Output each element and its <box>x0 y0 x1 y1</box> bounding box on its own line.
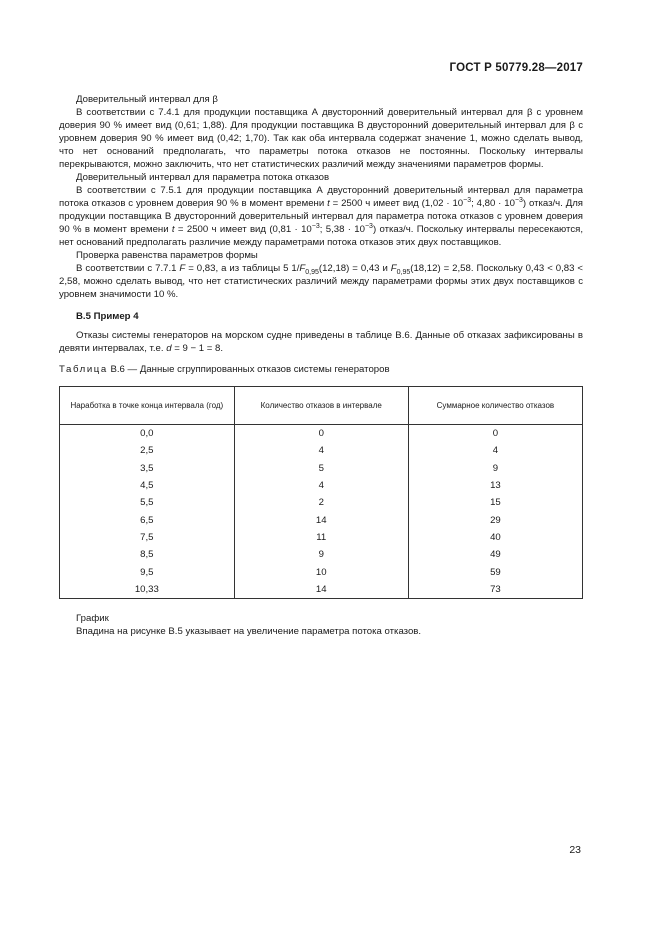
paragraph-shape-test: В соответствии с 7.7.1 F = 0,83, а из таблицы 5 $1/F_{0,95}(12,18) = 0,43$ и $F_{0,95}(18,12) = 2,58$. Поскольку 0,43 < 0,83 < 2,58, можно сделать вывод, что нет статистических различий между параметрами формы этих двух поставщиков с уровнем значимости 10 %. <box>59 263 584 300</box>
subheading-graph: График <box>76 612 109 624</box>
table-cell: 9 <box>408 460 582 477</box>
table-cell: 13 <box>408 477 582 494</box>
table-row <box>60 460 583 477</box>
table-cell: 0,0 <box>60 425 235 443</box>
column-header: Количество отказов в интервале <box>234 387 408 425</box>
table-cell: 5,5 <box>60 494 235 511</box>
table-cell: 3,5 <box>60 460 235 477</box>
paragraph-beta-interval: В соответствии с 7.4.1 для продукции поставщика А двусторонний доверительный интервал для β с уровнем доверия 90 % имеет вид (0,61; 1,88). Для продукции поставщика В двусторонний доверительный интервал для β с уровнем доверия 90 % имеет вид (0,42; 1,70). Так как оба интервала содержат значение 1, можно сделать вывод, что нет оснований предполагать, что параметры потока отказов не постоянны. Поскольку интервалы перекрываются, можно заключить, что нет статистических различий между значениями параметров формы. <box>59 107 583 170</box>
table-cell: 29 <box>408 511 582 528</box>
table-caption: Таблица В.6 — Данные сгруппированных отказов системы генераторов <box>59 364 390 375</box>
table-cell: 73 <box>408 581 582 599</box>
table-row <box>60 442 583 459</box>
column-header: Суммарное количество отказов <box>408 387 582 425</box>
table-row <box>60 477 583 494</box>
document-id: ГОСТ Р 50779.28—2017 <box>449 62 583 74</box>
table-cell: 10 <box>234 563 408 580</box>
subheading-beta-interval: Доверительный интервал для β <box>76 94 218 105</box>
table-cell: 7,5 <box>60 529 235 546</box>
table-cell: 4 <box>234 442 408 459</box>
table-header-row <box>60 387 583 425</box>
table-cell: 2,5 <box>60 442 235 459</box>
column-header: Наработка в точке конца интервала (год) <box>60 387 235 425</box>
table-row <box>60 511 583 528</box>
failures-table <box>59 386 583 599</box>
table-row <box>60 494 583 511</box>
subheading-rate-interval: Доверительный интервал для параметра потока отказов <box>76 172 330 183</box>
table-row <box>60 563 583 580</box>
table-row <box>60 546 583 563</box>
subheading-shape-test: Проверка равенства параметров формы <box>76 250 258 261</box>
table-row <box>60 425 583 443</box>
table-cell: 4,5 <box>60 477 235 494</box>
table-cell: 2 <box>234 494 408 511</box>
page-number: 23 <box>569 844 581 856</box>
page-content <box>59 93 583 638</box>
table-cell: 14 <box>234 511 408 528</box>
paragraph-rate-interval: В соответствии с 7.5.1 для продукции поставщика А двусторонний доверительный интервал для параметра потока отказов с уровнем доверия 90 % в момент времени t = 2500 ч имеет вид ($1,02 \cdot 10^{-3}$; $4,80 \cdot 10^{-3}$) отказ/ч. Для продукции поставщика В двусторонний доверительный интервал для параметра потока отказов с уровнем доверия 90 % в момент времени t = 2500 ч имеет вид ($0,81 \cdot 10^{-3}$; $5,38 \cdot 10^{-3}$) отказ/ч. Поскольку интервалы пересекаются, нет оснований предполагать различие между параметрами потока отказов этих двух поставщиков. <box>59 185 584 248</box>
table-cell: 9,5 <box>60 563 235 580</box>
table-cell: 0 <box>234 425 408 443</box>
table-cell: 40 <box>408 529 582 546</box>
table-cell: 0 <box>408 425 582 443</box>
table-cell: 10,33 <box>60 581 235 599</box>
table-cell: 4 <box>408 442 582 459</box>
table-cell: 6,5 <box>60 511 235 528</box>
table-cell: 59 <box>408 563 582 580</box>
table-cell: 15 <box>408 494 582 511</box>
table-cell: 49 <box>408 546 582 563</box>
table-cell: 14 <box>234 581 408 599</box>
table-cell: 9 <box>234 546 408 563</box>
section-heading: В.5 Пример 4 <box>76 311 139 322</box>
paragraph-graph: Впадина на рисунке В.5 указывает на увеличение параметра потока отказов. <box>76 625 422 637</box>
paragraph-example: Отказы системы генераторов на морском судне приведены в таблице В.6. Данные об отказах зафиксированы в девяти интервалах, т.е. d = 9 − 1 = 8. <box>59 330 583 354</box>
table-cell: 8,5 <box>60 546 235 563</box>
table-row <box>60 581 583 599</box>
table-row <box>60 529 583 546</box>
table-cell: 11 <box>234 529 408 546</box>
table-cell: 4 <box>234 477 408 494</box>
table-cell: 5 <box>234 460 408 477</box>
